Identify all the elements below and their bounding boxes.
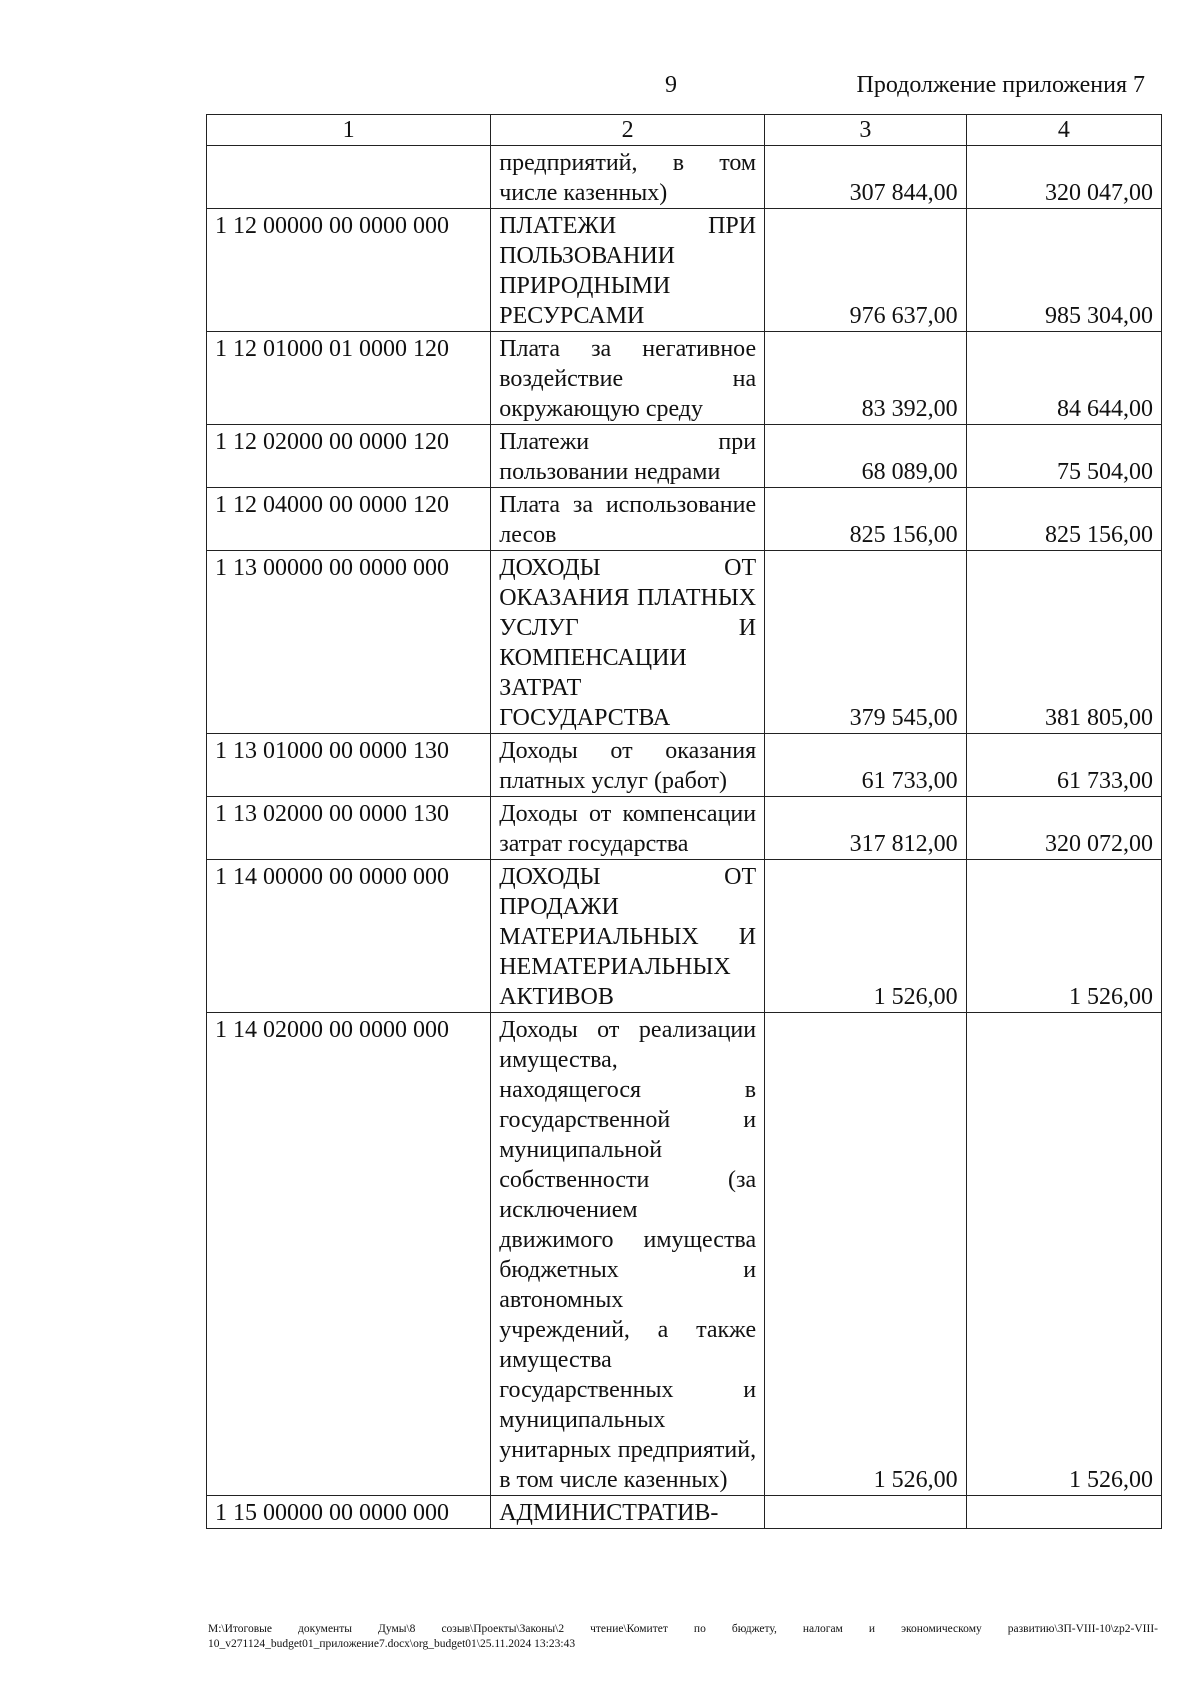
row-code: 1 12 01000 01 0000 120 xyxy=(207,332,491,425)
table-row xyxy=(207,734,1162,797)
page-number: 9 xyxy=(665,72,677,98)
row-value-3: 83 392,00 xyxy=(765,332,967,425)
column-header-3: 3 xyxy=(765,115,967,146)
row-name: Плата за негативное воздействие на окружающую среду xyxy=(491,332,765,425)
row-name: Плата за использование лесов xyxy=(491,488,765,551)
continuation-label: Продолжение приложения 7 xyxy=(856,72,1145,98)
row-code: 1 13 00000 00 0000 000 xyxy=(207,551,491,734)
row-value-4: 1 526,00 xyxy=(966,860,1161,1013)
row-code: 1 12 00000 00 0000 000 xyxy=(207,209,491,332)
row-value-3: 976 637,00 xyxy=(765,209,967,332)
row-code: 1 12 02000 00 0000 120 xyxy=(207,425,491,488)
row-name: Платежи при пользовании недрами xyxy=(491,425,765,488)
row-name: ДОХОДЫ ОТ ПРОДАЖИ МАТЕРИАЛЬНЫХ И НЕМАТЕРИАЛЬНЫХ АКТИВОВ xyxy=(491,860,765,1013)
row-code: 1 13 02000 00 0000 130 xyxy=(207,797,491,860)
file-path-footer: M:\Итоговые документы Думы\8 созыв\Проекты\Законы\2 чтение\Комитет по бюджету, налогам и экономическому развитию\ЗП-VIII-10\zp2-VIII-10_v271124_budget01_приложение7.docx\org_budget01\25.11.2024 13:23:43 xyxy=(208,1623,1158,1650)
row-value-4: 1 526,00 xyxy=(966,1013,1161,1496)
row-value-3: 307 844,00 xyxy=(765,146,967,209)
row-value-3: 825 156,00 xyxy=(765,488,967,551)
table-row xyxy=(207,1013,1162,1496)
table-row xyxy=(207,797,1162,860)
table-row xyxy=(207,425,1162,488)
row-name: Доходы от реализации имущества, находящегося в государственной и муниципальной собственности (за исключением движимого имущества бюджетных и автономных учреждений, а также имущества государственных и муниципальных унитарных предприятий, в том числе казенных) xyxy=(491,1013,765,1496)
revenue-table xyxy=(206,114,1162,1529)
row-value-4: 825 156,00 xyxy=(966,488,1161,551)
table-row xyxy=(207,551,1162,734)
row-value-3: 1 526,00 xyxy=(765,860,967,1013)
row-value-3: 61 733,00 xyxy=(765,734,967,797)
row-name: Доходы от оказания платных услуг (работ) xyxy=(491,734,765,797)
row-code: 1 14 00000 00 0000 000 xyxy=(207,860,491,1013)
row-value-4 xyxy=(966,1496,1161,1529)
table-header-row xyxy=(207,115,1162,146)
row-name: ДОХОДЫ ОТ ОКАЗАНИЯ ПЛАТНЫХ УСЛУГ И КОМПЕНСАЦИИ ЗАТРАТ ГОСУДАРСТВА xyxy=(491,551,765,734)
row-value-4: 320 072,00 xyxy=(966,797,1161,860)
row-value-4: 75 504,00 xyxy=(966,425,1161,488)
row-code: 1 13 01000 00 0000 130 xyxy=(207,734,491,797)
row-value-4: 381 805,00 xyxy=(966,551,1161,734)
table-row xyxy=(207,860,1162,1013)
row-name: предприятий, в том числе казенных) xyxy=(491,146,765,209)
row-code: 1 14 02000 00 0000 000 xyxy=(207,1013,491,1496)
row-value-3: 68 089,00 xyxy=(765,425,967,488)
table-row xyxy=(207,488,1162,551)
row-value-3: 317 812,00 xyxy=(765,797,967,860)
table-row xyxy=(207,1496,1162,1529)
table-row xyxy=(207,332,1162,425)
row-code: 1 15 00000 00 0000 000 xyxy=(207,1496,491,1529)
row-value-3 xyxy=(765,1496,967,1529)
column-header-1: 1 xyxy=(207,115,491,146)
column-header-4: 4 xyxy=(966,115,1161,146)
table-row xyxy=(207,146,1162,209)
table-row xyxy=(207,209,1162,332)
row-value-4: 320 047,00 xyxy=(966,146,1161,209)
row-code xyxy=(207,146,491,209)
column-header-2: 2 xyxy=(491,115,765,146)
row-value-4: 84 644,00 xyxy=(966,332,1161,425)
row-value-4: 61 733,00 xyxy=(966,734,1161,797)
row-name: ПЛАТЕЖИ ПРИ ПОЛЬЗОВАНИИ ПРИРОДНЫМИ РЕСУРСАМИ xyxy=(491,209,765,332)
row-value-3: 379 545,00 xyxy=(765,551,967,734)
row-value-3: 1 526,00 xyxy=(765,1013,967,1496)
row-name: АДМИНИСТРАТИВ- xyxy=(491,1496,765,1529)
row-name: Доходы от компенсации затрат государства xyxy=(491,797,765,860)
row-value-4: 985 304,00 xyxy=(966,209,1161,332)
row-code: 1 12 04000 00 0000 120 xyxy=(207,488,491,551)
